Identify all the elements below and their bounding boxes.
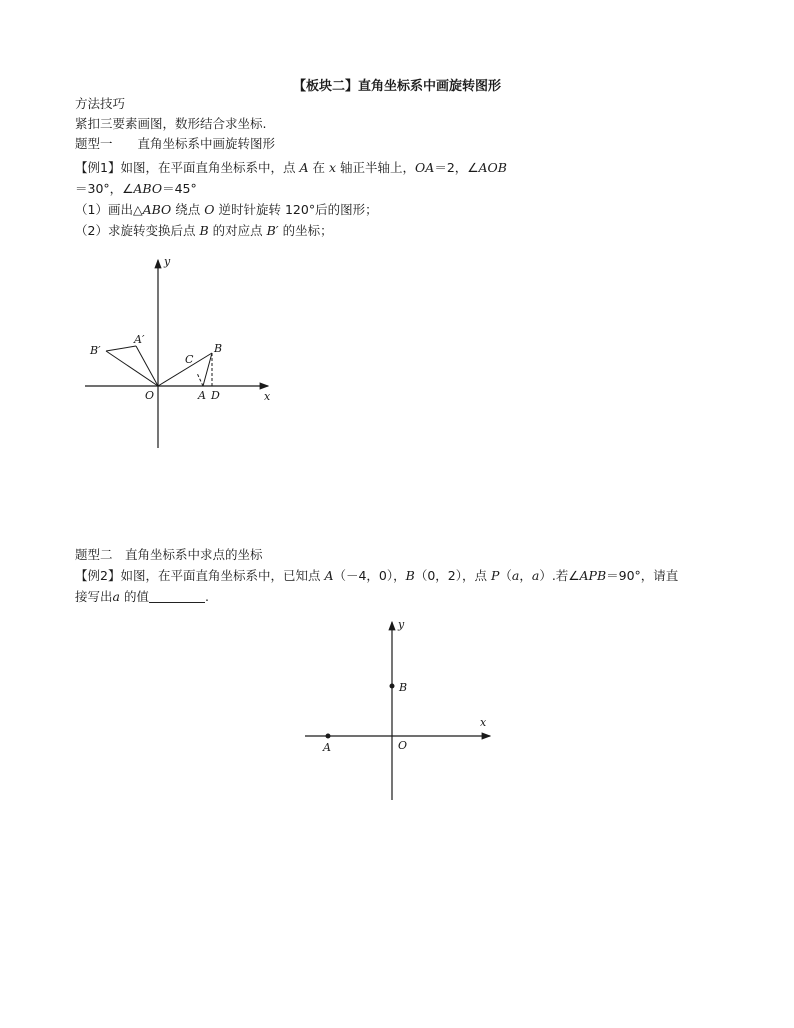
segment-ob-prime xyxy=(106,351,158,386)
label-y: y xyxy=(398,618,405,631)
label-x: x xyxy=(480,716,487,729)
label-a-prime: A′ xyxy=(134,333,145,346)
label-b: B xyxy=(214,342,223,355)
label-b: B xyxy=(399,681,408,694)
segment-a-prime-b-prime xyxy=(106,346,136,351)
ex1-question1: （1）画出△ABO 绕点 O 逆时针旋转 120°后的图形； xyxy=(75,202,378,217)
ex2-line2: 接写出a 的值 . xyxy=(75,589,209,604)
point-a xyxy=(326,734,331,739)
label-a: A xyxy=(323,741,331,754)
label-o: O xyxy=(398,739,408,752)
method-heading: 方法技巧 xyxy=(75,96,126,111)
segment-oa-prime xyxy=(136,346,158,386)
method-text: 紧扣三要素画图，数形结合求坐标. xyxy=(75,116,267,131)
figure-2-diagram xyxy=(300,618,500,808)
ex2-tag: 【例2】 xyxy=(75,568,121,583)
ex1-tag: 【例1】 xyxy=(75,160,121,175)
segment-ac-dashed xyxy=(197,373,203,386)
label-x: x xyxy=(264,390,271,403)
label-d: D xyxy=(211,389,220,402)
label-c: C xyxy=(185,353,194,366)
ex1-line2: ＝30°，∠ABO＝45° xyxy=(75,181,197,196)
answer-blank[interactable] xyxy=(149,590,205,603)
figure-1-diagram xyxy=(80,256,280,456)
label-o: O xyxy=(145,389,155,402)
point-b xyxy=(390,684,395,689)
label-y: y xyxy=(164,255,171,268)
label-b-prime: B′ xyxy=(90,344,101,357)
label-a: A xyxy=(198,389,206,402)
ex1-line1: 【例1】如图，在平面直角坐标系中，点 A 在 x 轴正半轴上，OA＝2，∠AOB xyxy=(75,160,507,175)
ex1-question2: （2）求旋转变换后点 B 的对应点 B′ 的坐标； xyxy=(75,223,333,238)
type1-heading: 题型一 直角坐标系中画旋转图形 xyxy=(75,136,276,151)
page-title: 【板块二】直角坐标系中画旋转图形 xyxy=(292,79,501,94)
type2-heading: 题型二 直角坐标系中求点的坐标 xyxy=(75,547,263,562)
ex2-line1: 【例2】如图，在平面直角坐标系中，已知点 A（－4，0），B（0，2），点 P（a，a）.若∠APB＝90°，请直 xyxy=(75,568,679,583)
